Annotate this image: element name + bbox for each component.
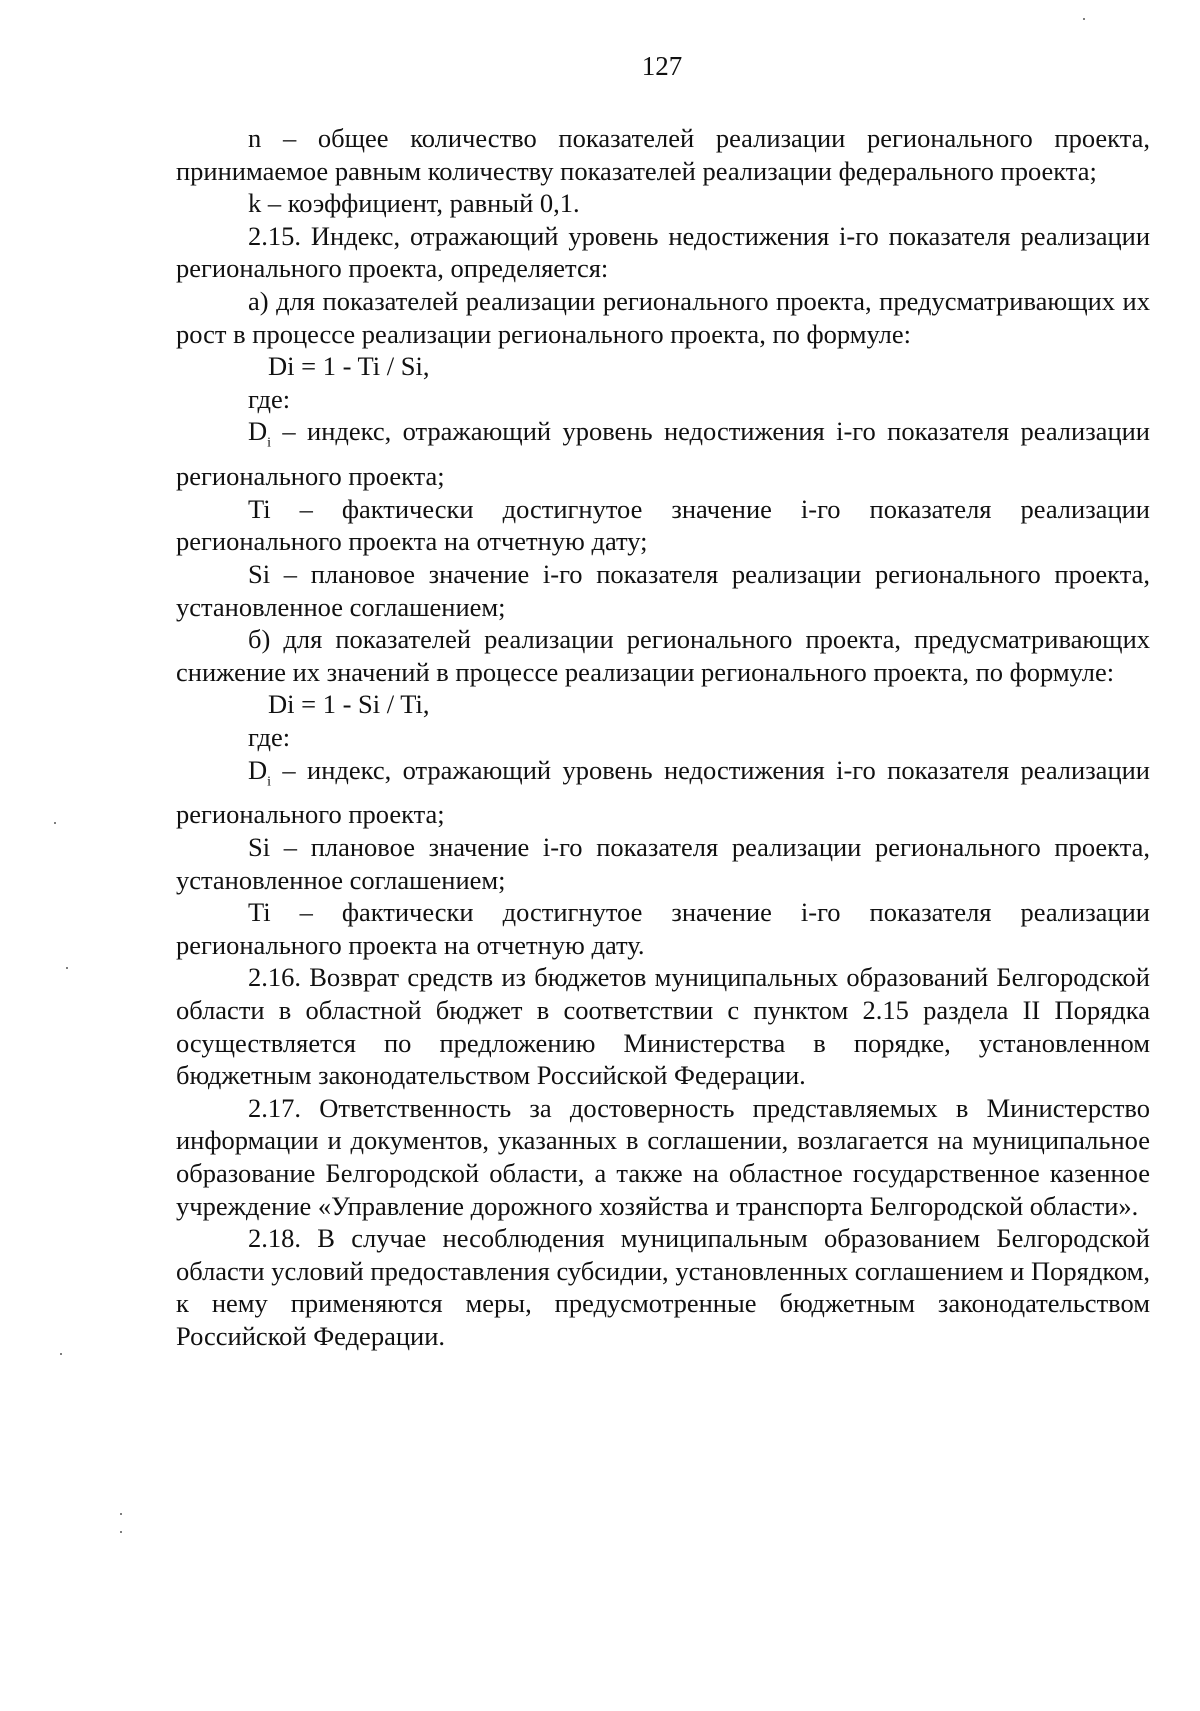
definition-di-a (176, 415, 1150, 492)
paragraph-n-definition: n – общее количество показателей реализации регионального проекта, принимаемое равным количеству показателей реализации федерального проекта; (176, 123, 1150, 186)
di-text-a: – индекс, отражающий уровень недостижения i-го показателя реализации регионального проекта; (176, 416, 1150, 492)
page-number: 127 (641, 51, 683, 81)
scan-speck (66, 967, 68, 969)
item-a: а) для показателей реализации регионального проекта, предусматривающих их рост в процессе реализации регионального проекта, по формуле: (176, 285, 1150, 349)
scan-speck (60, 1353, 62, 1355)
formula-a: Di = 1 - Ti / Si, (268, 351, 430, 382)
scan-speck (120, 1513, 122, 1515)
where-label-b: где: (248, 721, 291, 752)
di-symbol-a: D (248, 416, 268, 447)
definition-ti-b: Ti – фактически достигнутое значение i-го показателя реализации регионального проекта на отчетную дату. (176, 897, 1150, 960)
paragraph-2-18: 2.18. В случае несоблюдения муниципальным образованием Белгородской области условий предоставления субсидии, установленных соглашением и Порядком, к нему применяются меры, предусмотренные бюджетным законодательством Российской Федерации. (176, 1223, 1150, 1351)
paragraph-2-15: 2.15. Индекс, отражающий уровень недостижения i-го показателя реализации регионального проекта, определяется: (176, 220, 1150, 284)
definition-si-b: Si – плановое значение i-го показателя реализации регионального проекта, установленное соглашением; (176, 832, 1150, 895)
item-b: б) для показателей реализации регионального проекта, предусматривающих снижение их значений в процессе реализации регионального проекта, по формуле: (176, 624, 1150, 687)
definition-si-a: Si – плановое значение i-го показателя реализации регионального проекта, установленное соглашением; (176, 559, 1150, 622)
di-subscript-a: i (267, 435, 272, 451)
di-symbol-b: D (248, 754, 268, 785)
definition-ti-a: Ti – фактически достигнутое значение i-го показателя реализации регионального проекта на отчетную дату; (176, 493, 1150, 557)
where-label-a: где: (248, 383, 291, 414)
formula-b: Di = 1 - Si / Ti, (268, 689, 430, 720)
definition-di-b (176, 754, 1150, 831)
paragraph-2-16: 2.16. Возврат средств из бюджетов муниципальных образований Белгородской области в областной бюджет в соответствии с пунктом 2.15 раздела II Порядка осуществляется по предложению Министерства в порядке, установленном бюджетным законодательством Российской Федерации. (176, 962, 1150, 1091)
paragraph-2-17: 2.17. Ответственность за достоверность представляемых в Министерство информации и документов, указанных в соглашении, возлагается на муниципальное образование Белгородской области, а также на областное государственное казенное учреждение «Управление дорожного хозяйства и транспорта Белгородской области». (176, 1092, 1150, 1221)
di-subscript-b: i (267, 773, 272, 789)
scan-speck (120, 1531, 122, 1533)
paragraph-k-definition: k – коэффициент, равный 0,1. (248, 188, 580, 219)
scan-speck (54, 822, 56, 824)
di-text-b: – индекс, отражающий уровень недостижения i-го показателя реализации регионального проекта; (176, 754, 1150, 830)
document-body (176, 122, 1150, 1353)
scan-speck (1083, 18, 1085, 20)
